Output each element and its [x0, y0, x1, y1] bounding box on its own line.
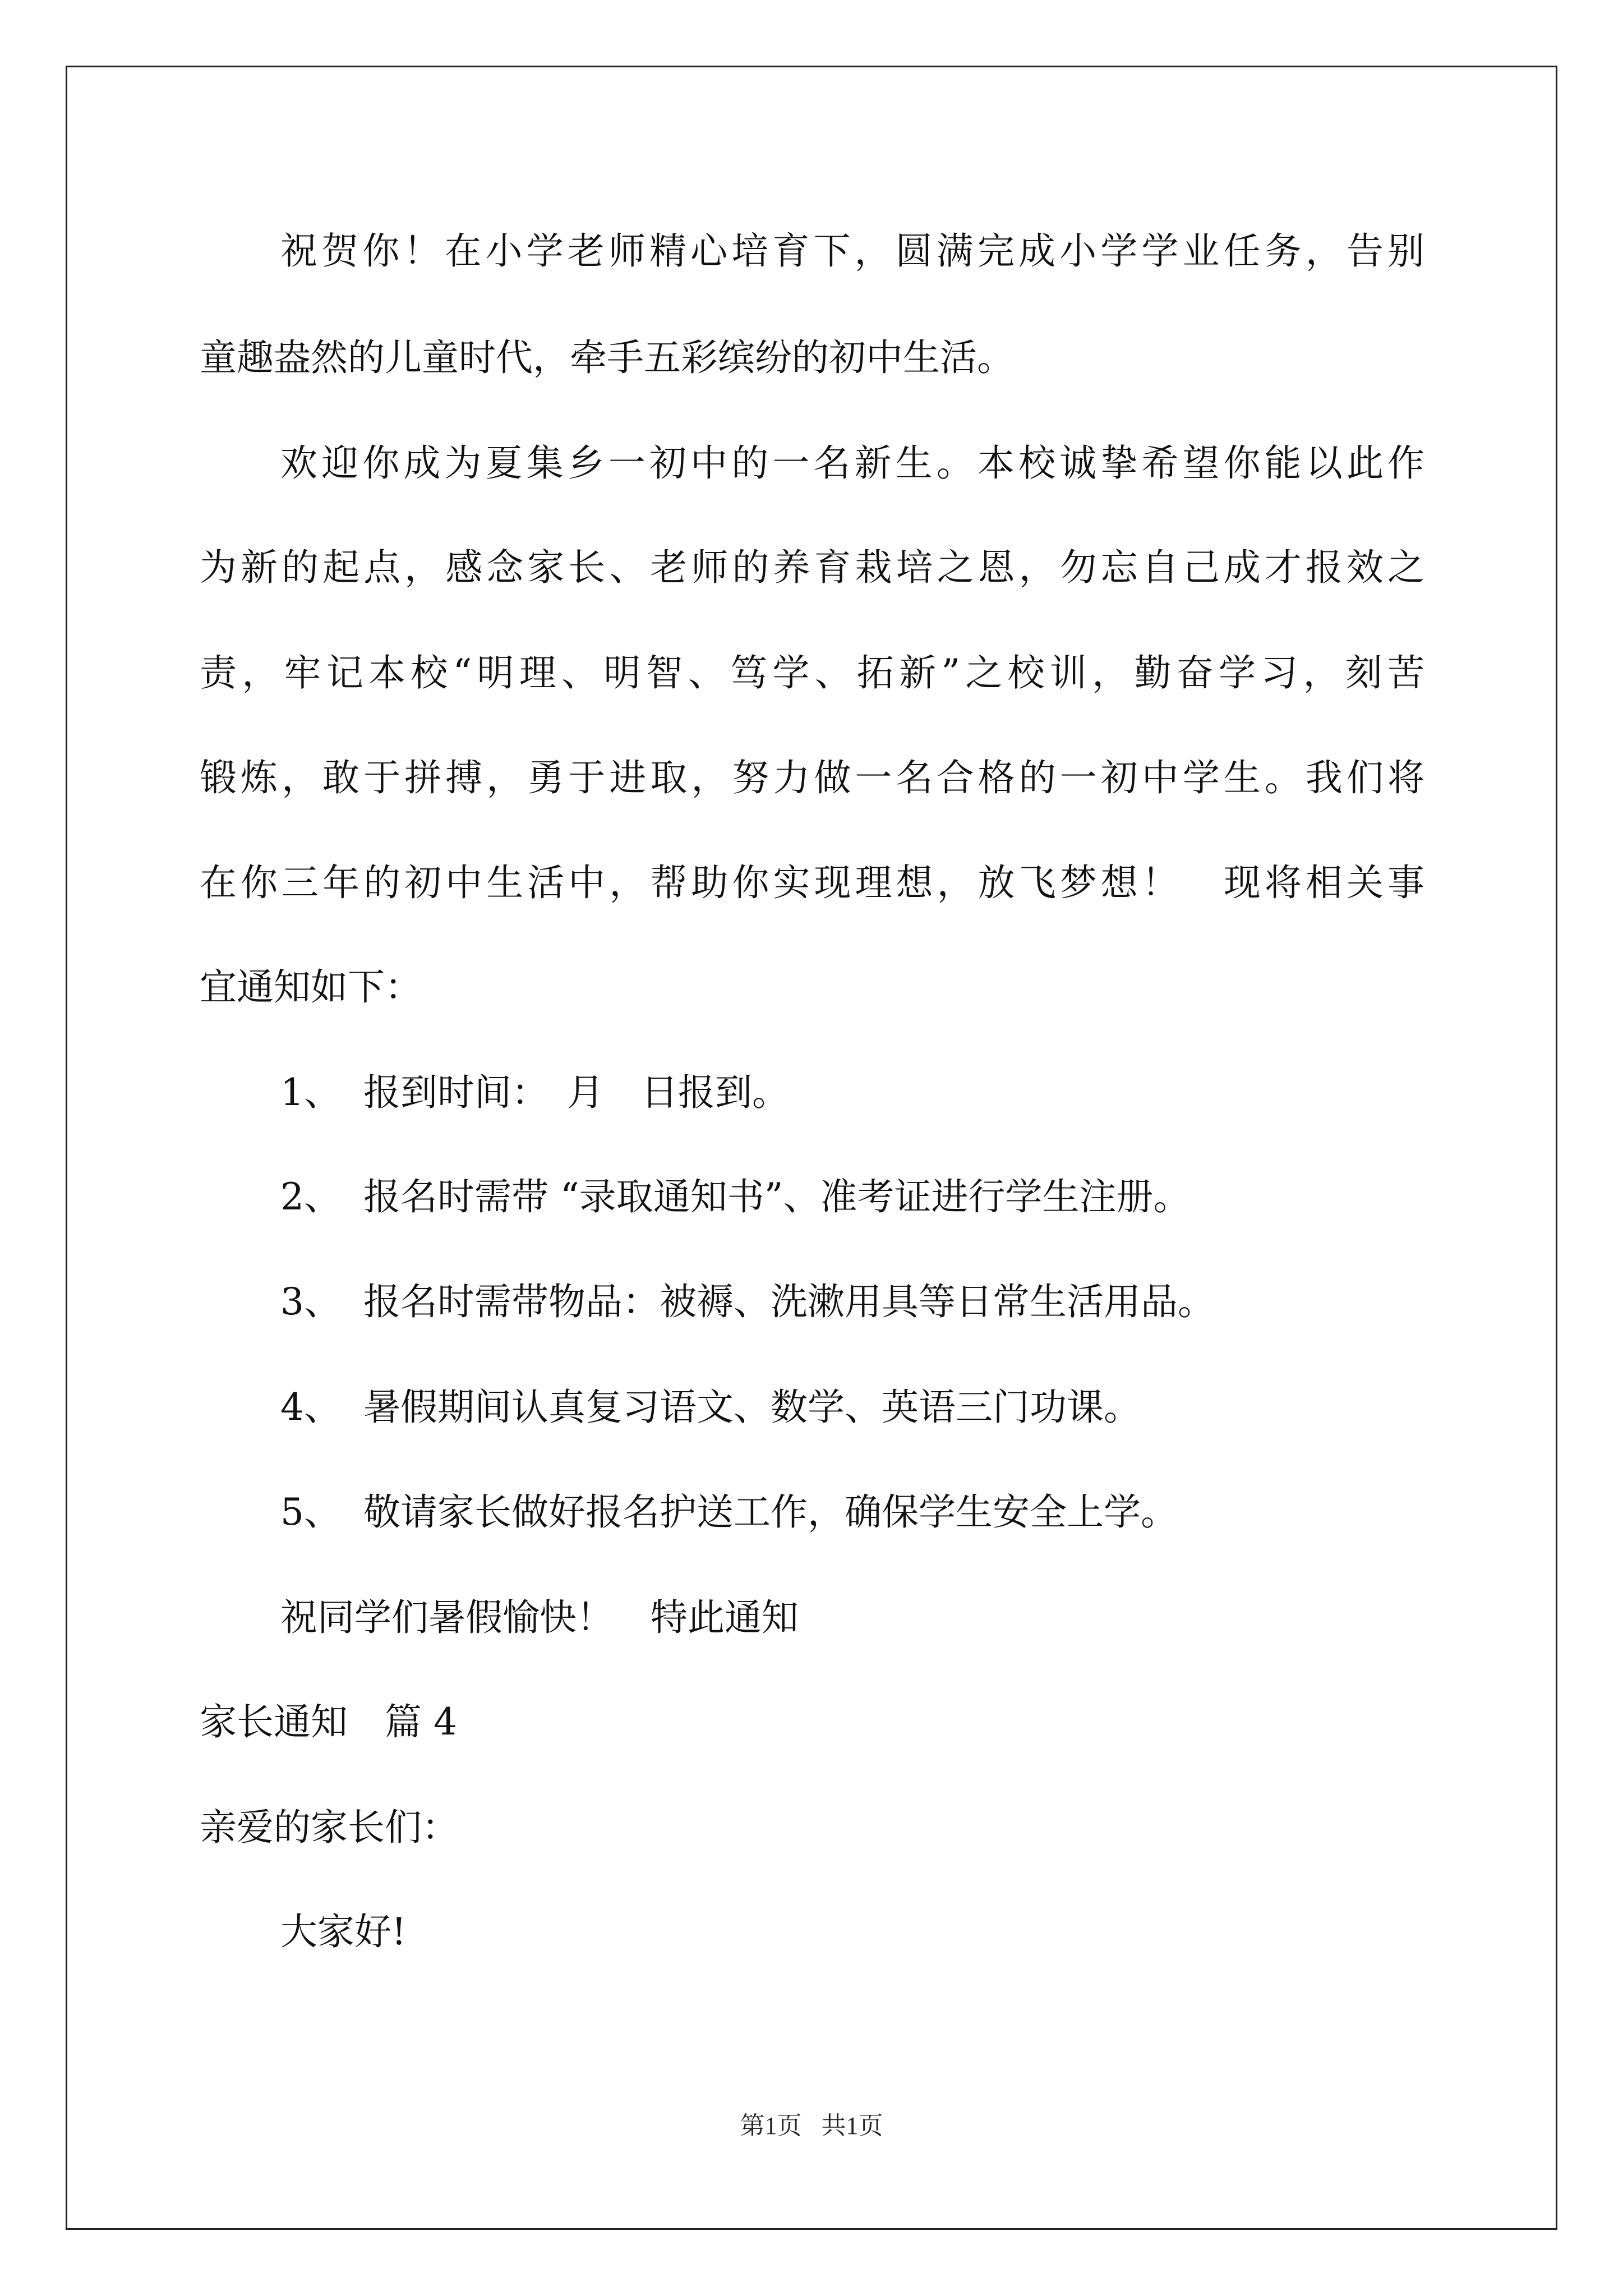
paragraph-2-line-1 [280, 441, 1424, 486]
list-item [280, 1385, 1141, 1430]
page-footer [0, 2110, 1623, 2142]
page-border [66, 66, 1557, 2230]
list-item-number: 3、 [280, 1280, 341, 1323]
list-item-number: 1、 [280, 1071, 341, 1114]
paragraph-1-line-1-text: 祝贺你！在小学老师精心培育下，圆满完成小学学业任务，告别 [280, 229, 1424, 273]
salutation: 亲爱的家长们： [200, 1806, 459, 1849]
paragraph-2-line-4: 锻炼，敢于拼搏，勇于进取，努力做一名合格的一初中学生。我们将 [200, 756, 1424, 799]
list-item [280, 1490, 1178, 1535]
list-item-number: 5、 [280, 1490, 341, 1534]
page-number-total: 共1页 [821, 2112, 883, 2139]
list-item [280, 1280, 1215, 1324]
paragraph-2-line-3: 责，牢记本校“明理、明智、笃学、拓新”之校训，勤奋学习，刻苦 [200, 651, 1424, 694]
list-item-text: 暑假期间认真复习语文、数学、英语三门功课。 [363, 1386, 1141, 1429]
greeting: 大家好! [280, 1910, 407, 1953]
page-number-current: 第1页 [740, 2112, 802, 2139]
paragraph-2-line-1-text: 欢迎你成为夏集乡一初中的一名新生。本校诚挚希望你能以此作 [280, 441, 1424, 485]
list-item [280, 1070, 789, 1115]
list-item-text: 报到时间： 月 日报到。 [363, 1071, 789, 1114]
paragraph-2-line-2: 为新的起点，感念家长、老师的养育栽培之恩，勿忘自己成才报效之 [200, 546, 1424, 589]
list-item-text: 报名时需带物品：被褥、洗漱用具等日常生活用品。 [363, 1280, 1215, 1323]
paragraph-2-line-6: 宜通知如下： [200, 965, 422, 1009]
list-item-number: 4、 [280, 1386, 341, 1429]
paragraph-1-line-2: 童趣盎然的儿童时代，牵手五彩缤纷的初中生活。 [200, 336, 1014, 379]
list-item-text: 报名时需带 “录取通知书”、准考证进行学生注册。 [363, 1175, 1191, 1218]
list-item-text: 敬请家长做好报名护送工作，确保学生安全上学。 [363, 1490, 1178, 1534]
list-item-number: 2、 [280, 1175, 341, 1218]
paragraph-1-line-1 [280, 229, 1424, 274]
section-title: 家长通知 篇 4 [200, 1700, 457, 1743]
list-item [280, 1175, 1190, 1220]
closing-line: 祝同学们暑假愉快！ 特此通知 [280, 1596, 799, 1639]
paragraph-2-line-5: 在你三年的初中生活中，帮助你实现理想，放飞梦想！ 现将相关事 [200, 861, 1424, 904]
